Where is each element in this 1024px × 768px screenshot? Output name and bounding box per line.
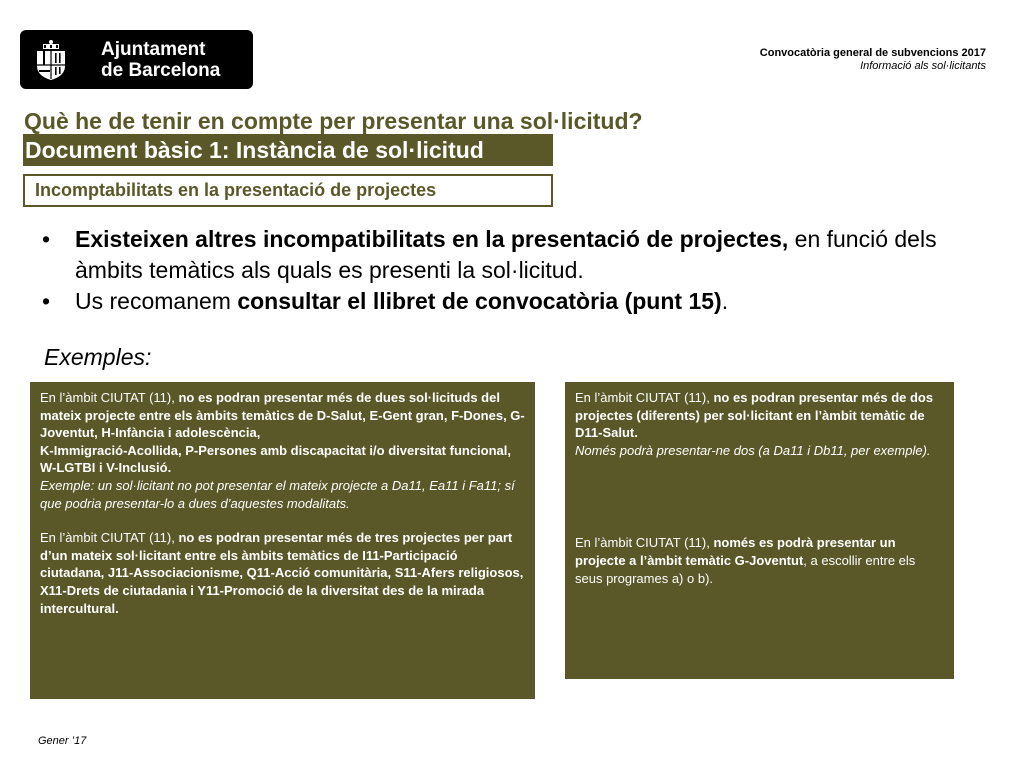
box2-p2-pre: En l’àmbit CIUTAT (11), <box>575 535 714 551</box>
box1-p2-pre: En l’àmbit CIUTAT (11), <box>40 530 179 546</box>
box2-paragraph2 <box>575 534 944 587</box>
bullet-list <box>42 224 1002 317</box>
box1-paragraph1b <box>40 442 525 477</box>
box2-p1-bold: no es podran presentar més de dos projectes (diferents) per sol·licitant en l’àmbit temàtic de D11-Salut. <box>575 390 934 441</box>
box2-p2-bold: només es podrà presentar un projecte a l’àmbit temàtic G-Joventut <box>575 535 896 568</box>
example-box-left <box>30 382 535 699</box>
box2-p2-post: , a escollir entre els seus programes a) o b). <box>575 552 916 586</box>
document-title: Document bàsic 1: Instància de sol·licitud <box>23 134 553 166</box>
example-box-right <box>565 382 954 679</box>
logo-line1: Ajuntament <box>101 38 206 60</box>
box1-p2-bold: no es podran presentar més de tres projectes per part d’un mateix sol·licitant entre els àmbits temàtics de I11-Participació ciutadana, J11-Associacionisme, Q11-Acció comunitària, S11-Afers religiosos, X11-Drets de ciutadania i Y11-Promoció de la diversitat des de la mirada intercultural. <box>40 530 524 616</box>
header-subtitle: Informació als sol·licitants <box>860 60 986 72</box>
bullet2-pre: Us recomanem <box>75 288 238 314</box>
box2-example <box>575 442 944 460</box>
header-title: Convocatòria general de subvencions 2017 <box>759 47 986 59</box>
examples-label: Exemples: <box>44 344 152 370</box>
logo-line2: de Barcelona <box>101 59 221 81</box>
box2-paragraph1 <box>575 389 944 442</box>
box1-paragraph2 <box>40 529 525 617</box>
box1-example <box>40 477 525 512</box>
header-info <box>760 47 986 73</box>
city-coat-of-arms-icon <box>29 38 73 82</box>
logo-text <box>101 39 220 81</box>
section-title: Incomptabilitats en la presentació de projectes <box>23 174 553 207</box>
box1-p1-pre: En l’àmbit CIUTAT (11), <box>40 390 179 405</box>
box2-p1-italic: Només podrà presentar-ne dos (a Da11 i Db11, per exemple). <box>575 442 931 458</box>
ajuntament-logo <box>20 30 253 89</box>
bullet1-bold: Existeixen altres incompatibilitats en la presentació de projectes, <box>75 226 789 252</box>
bullet-item <box>42 224 1002 286</box>
box1-p1-bold: no es podran presentar més de dues sol·licituds del mateix projecte entre els àmbits temàtics de D-Salut, E-Gent gran, F-Dones, G-Joventut, H-Infància i adolescència, <box>40 390 525 441</box>
bullet1-rest: en funció dels àmbits temàtics als quals es presenti la sol·licitud. <box>75 226 937 283</box>
box1-paragraph1 <box>40 389 525 442</box>
footer-date: Gener ’17 <box>38 735 87 747</box>
box2-p1-pre: En l’àmbit CIUTAT (11), <box>575 390 714 405</box>
page-question: Què he de tenir en compte per presentar una sol·licitud? <box>24 108 643 134</box>
bullet-item <box>42 286 1002 317</box>
bullet2-bold: consultar el llibret de convocatòria (punt 15) <box>237 288 722 314</box>
box1-p1-italic: Exemple: un sol·licitant no pot presentar el mateix projecte a Da11, Ea11 i Fa11; sí que podria presentar-lo a dues d’aquestes modalitats. <box>40 477 515 511</box>
bullet2-post: . <box>721 288 729 314</box>
box1-p1-bold2: K-Immigració-Acollida, P-Persones amb discapacitat i/o diversitat funcional, W-LGTBI i V-Inclusió. <box>40 442 512 476</box>
